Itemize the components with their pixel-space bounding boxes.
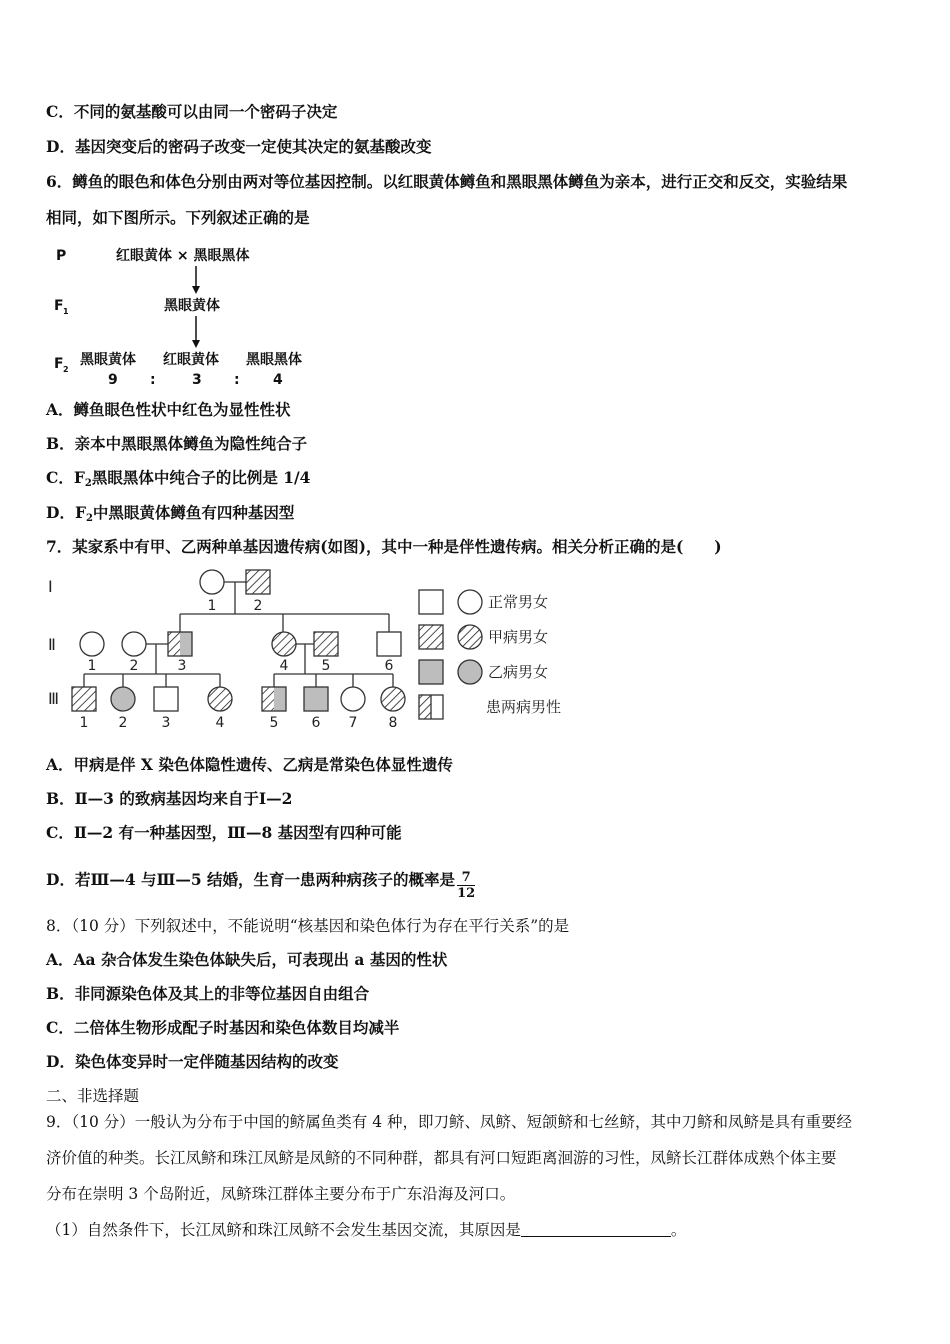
gen3-female-7 [341, 687, 365, 711]
q9-stem-line1: 9．（10 分）一般认为分布于中国的鲚属鱼类有 4 种，即刀鲚、凤鲚、短颌鲚和七丝鲚，其中刀鲚和凤鲚是具有重要经 [46, 1113, 852, 1131]
q7-option-a: A．甲病是伴 X 染色体隐性遗传、乙病是常染色体显性遗传 [46, 755, 453, 774]
q8-option-d: D．染色体变异时一定伴随基因结构的改变 [46, 1052, 339, 1071]
q7-option-b: B．Ⅱ—3 的致病基因均来自于Ⅰ—2 [46, 789, 293, 808]
gen3-num-1: 1 [79, 715, 89, 731]
generation-label-1: Ⅰ [48, 577, 53, 596]
q6-option-a: A．鳟鱼眼色性状中红色为显性性状 [46, 400, 291, 419]
gen3-num-5: 5 [269, 715, 279, 731]
p-generation-label: P [56, 248, 67, 264]
legend-disease-a: 甲病男女 [488, 628, 549, 646]
f1-generation-label: F [54, 298, 64, 314]
gen2-male-6 [377, 632, 401, 656]
q6-stem-line2: 相同，如下图所示。下列叙述正确的是 [46, 208, 310, 227]
f2-phenotype-1: 黑眼黄体 [80, 352, 136, 368]
gen3-female-2 [111, 687, 135, 711]
f1-subscript: 1 [63, 307, 69, 316]
pedigree-legend [419, 590, 561, 719]
q7-pedigree-chart [46, 562, 586, 734]
gen2-num-5: 5 [321, 658, 331, 674]
legend-normal: 正常男女 [488, 593, 549, 611]
legend-disease-b: 乙病男女 [488, 663, 549, 681]
gen3-male-6 [304, 687, 328, 711]
gen2-num-3: 3 [177, 658, 187, 674]
f2-subscript: 2 [63, 365, 69, 374]
q8-option-a: A．Aa 杂合体发生染色体缺失后，可表现出 a 基因的性状 [46, 950, 448, 969]
gen2-male-3 [168, 632, 192, 656]
q8-option-c: C．二倍体生物形成配子时基因和染色体数目均减半 [46, 1018, 400, 1037]
f2-phenotype-3: 黑眼黑体 [246, 352, 302, 368]
gen1-num-1: 1 [207, 598, 217, 614]
gen3-num-6: 6 [311, 715, 321, 731]
gen3-num-2: 2 [118, 715, 128, 731]
f2-ratio-sep-2: : [234, 372, 240, 388]
q7-option-c: C．Ⅱ—2 有一种基因型，Ⅲ—8 基因型有四种可能 [46, 823, 402, 842]
gen2-female-4 [272, 632, 296, 656]
gen1-male-2 [246, 570, 270, 594]
gen2-female-2 [122, 632, 146, 656]
q5-option-c: C．不同的氨基酸可以由同一个密码子决定 [46, 102, 338, 121]
answer-blank[interactable] [521, 1222, 671, 1237]
gen1-num-2: 2 [253, 598, 263, 614]
gen3-num-8: 8 [388, 715, 398, 731]
q6-stem-line1: 6．鳟鱼的眼色和体色分别由两对等位基因控制。以红眼黄体鳟鱼和黑眼黑体鳟鱼为亲本，进行正交和反交，实验结果 [46, 172, 848, 191]
f2-ratio-2: 3 [192, 372, 202, 388]
generation-label-3: Ⅲ [48, 689, 60, 708]
section-heading: 二、非选择题 [46, 1087, 140, 1105]
gen3-num-4: 4 [215, 715, 225, 731]
gen3-female-4 [208, 687, 232, 711]
gen3-male-1 [72, 687, 96, 711]
f2-ratio-3: 4 [273, 372, 283, 388]
gen3-num-3: 3 [161, 715, 171, 731]
gen2-female-1 [80, 632, 104, 656]
q8-stem: 8．（10 分）下列叙述中，不能说明“核基因和染色体行为存在平行关系”的是 [46, 917, 570, 935]
q6-option-d: D．$F_2$中黑眼黄体鳟鱼有四种基因型 [46, 503, 295, 524]
fraction-7-12: $\frac{7}{12}$ [457, 870, 476, 901]
p-cross-text: 红眼黄体 × 黑眼黑体 [116, 248, 250, 264]
f2-phenotype-2: 红眼黄体 [163, 352, 219, 368]
q9-subquestion-1: （1）自然条件下，长江凤鲚和珠江凤鲚不会发生基因交流，其原因是 。 [46, 1221, 687, 1239]
f1-phenotype: 黑眼黄体 [164, 298, 220, 314]
gen2-num-1: 1 [87, 658, 97, 674]
f2-ratio-sep-1: : [150, 372, 156, 388]
gen3-male-3 [154, 687, 178, 711]
f2-generation-label: F [54, 356, 64, 372]
q9-stem-line2: 济价值的种类。长江凤鲚和珠江凤鲚是凤鲚的不同种群，都具有河口短距离洄游的习性，凤鲚长江群体成熟个体主要 [46, 1149, 837, 1167]
q7-option-d: D．若Ⅲ—4 与Ⅲ—5 结婚，生育一患两种病孩子的概率是 $\frac{7}{12}$ [46, 870, 476, 901]
q6-option-c: C．$F_2$黑眼黑体中纯合子的比例是 1/4 [46, 468, 311, 489]
gen2-num-4: 4 [279, 658, 289, 674]
q5-option-d: D．基因突变后的密码子改变一定使其决定的氨基酸改变 [46, 137, 432, 156]
legend-both-diseases: 患两病男性 [486, 698, 562, 716]
f2-ratio-1: 9 [108, 372, 118, 388]
gen3-male-5 [262, 687, 286, 711]
gen3-female-8 [381, 687, 405, 711]
gen2-num-2: 2 [129, 658, 139, 674]
gen2-male-5 [314, 632, 338, 656]
q8-option-b: B．非同源染色体及其上的非等位基因自由组合 [46, 984, 370, 1003]
gen3-num-7: 7 [348, 715, 358, 731]
gen1-female-1 [200, 570, 224, 594]
generation-label-2: Ⅱ [48, 635, 56, 654]
q7-stem: 7．某家系中有甲、乙两种单基因遗传病(如图)，其中一种是伴性遗传病。相关分析正确的是( ) [46, 537, 722, 556]
q9-stem-line3: 分布在崇明 3 个岛附近，凤鲚珠江群体主要分布于广东沿海及河口。 [46, 1185, 516, 1203]
gen2-num-6: 6 [384, 658, 394, 674]
q6-option-b: B．亲本中黑眼黑体鳟鱼为隐性纯合子 [46, 434, 308, 453]
q6-cross-diagram [46, 240, 326, 390]
